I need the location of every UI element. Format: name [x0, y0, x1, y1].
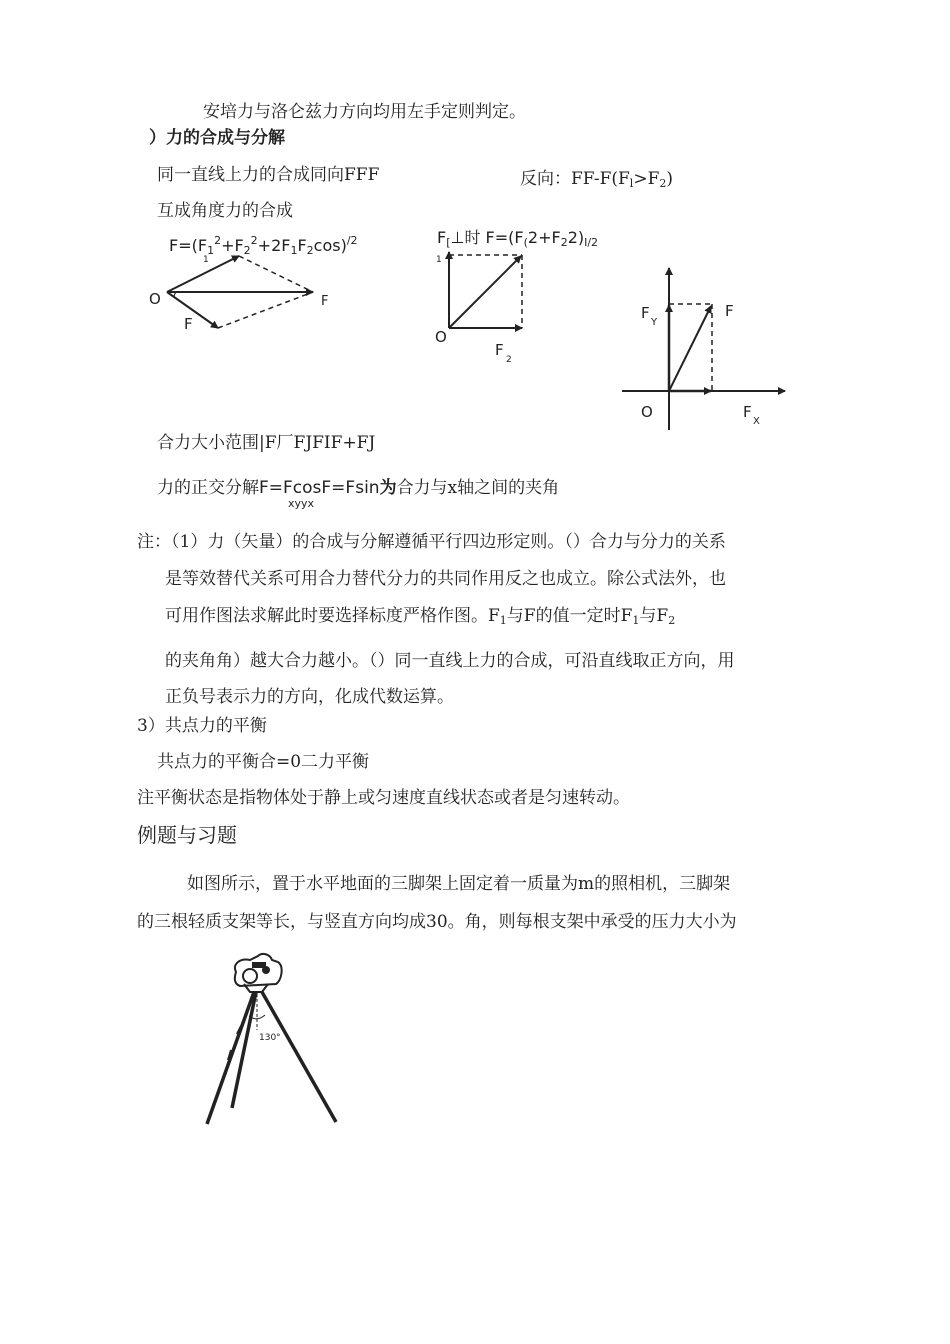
heading-equilibrium: 3）共点力的平衡: [137, 716, 267, 736]
question-line-2: 的三根轻质支架等长，与竖直方向均成30。角，则每根支架中承受的压力大小为: [137, 912, 737, 932]
formula-perpendicular: $F_[\perp$时 $F=(F_(2+F_22)_{I/2}$: [437, 228, 599, 249]
text-opposite: 反向：$FF-F(F_l>F_2)$: [520, 169, 674, 190]
text-same-line: 同一直线上力的合成同向FFF: [157, 165, 380, 185]
fig2-label-1: 1: [436, 255, 442, 265]
fig1: [149, 255, 328, 333]
text-angle-composition: 互成角度力的合成: [157, 201, 293, 221]
text-orthogonal-sub: xyyx: [288, 497, 315, 510]
text-range: 合力大小范围|F厂FJFIF+FJ: [157, 433, 376, 453]
question-line-1: 如图所示，置于水平地面的三脚架上固定着一质量为m的照相机，三脚架: [187, 874, 731, 894]
note-line-3: 可用作图法求解此时要选择标度严格作图。$F_1$与F的值一定时$F_1$与$F_2$: [165, 606, 676, 627]
fig3-label-o: O: [641, 403, 653, 421]
note-line-5: 正负号表示力的方向，化成代数运算。: [165, 687, 454, 707]
fig2-label-o: O: [435, 328, 447, 346]
note-line-1: 注：（1）力（矢量）的合成与分解遵循平行四边形定则。（）合力与分力的关系: [137, 532, 726, 552]
text-line-1: 安培力与洛仑兹力方向均用左手定则判定。: [203, 102, 526, 122]
text-equilibrium-note: 注平衡状态是指物体处于静上或匀速度直线状态或者是匀速转动。: [137, 788, 630, 808]
text-orthogonal: 力的正交分解F=FcosF=Fsin为合力与x轴之间的夹角: [157, 478, 560, 498]
fig3-label-fy: F: [641, 304, 650, 322]
fig3: [622, 268, 785, 430]
note-line-2: 是等效替代关系可用合力替代分力的共同作用反之也成立。除公式法外，也: [165, 569, 726, 589]
section-title: 例题与习题: [137, 823, 237, 847]
fig3-label-y: Y: [651, 317, 658, 328]
fig2-label-f2: F: [495, 341, 504, 359]
note-line-4: 的夹角角）越大合力越小。（）同一直线上力的合成，可沿直线取正方向，用: [165, 651, 735, 671]
fig3-label-x: X: [753, 416, 760, 427]
fig2-label-2: 2: [506, 355, 512, 365]
text-equilibrium-eq: 共点力的平衡合=0二力平衡: [157, 752, 370, 772]
tripod-camera-figure: [207, 954, 336, 1124]
fig3-label-fx: F: [743, 403, 752, 421]
fig1-label-f: F: [321, 294, 329, 309]
fig2: [435, 252, 522, 365]
fig3-label-f: F: [725, 302, 734, 320]
fig1-label-1: 1: [203, 255, 209, 265]
formula-resultant: $F=(F_1^2+F_2^2+2F_1F_2\cos)^{/2}$: [169, 234, 358, 257]
fig1-label-f2: F: [184, 315, 193, 333]
tripod-angle-label: 130°: [259, 1033, 281, 1043]
heading-force-composition: ）力的合成与分解: [149, 128, 285, 148]
fig1-label-o: O: [149, 290, 161, 308]
